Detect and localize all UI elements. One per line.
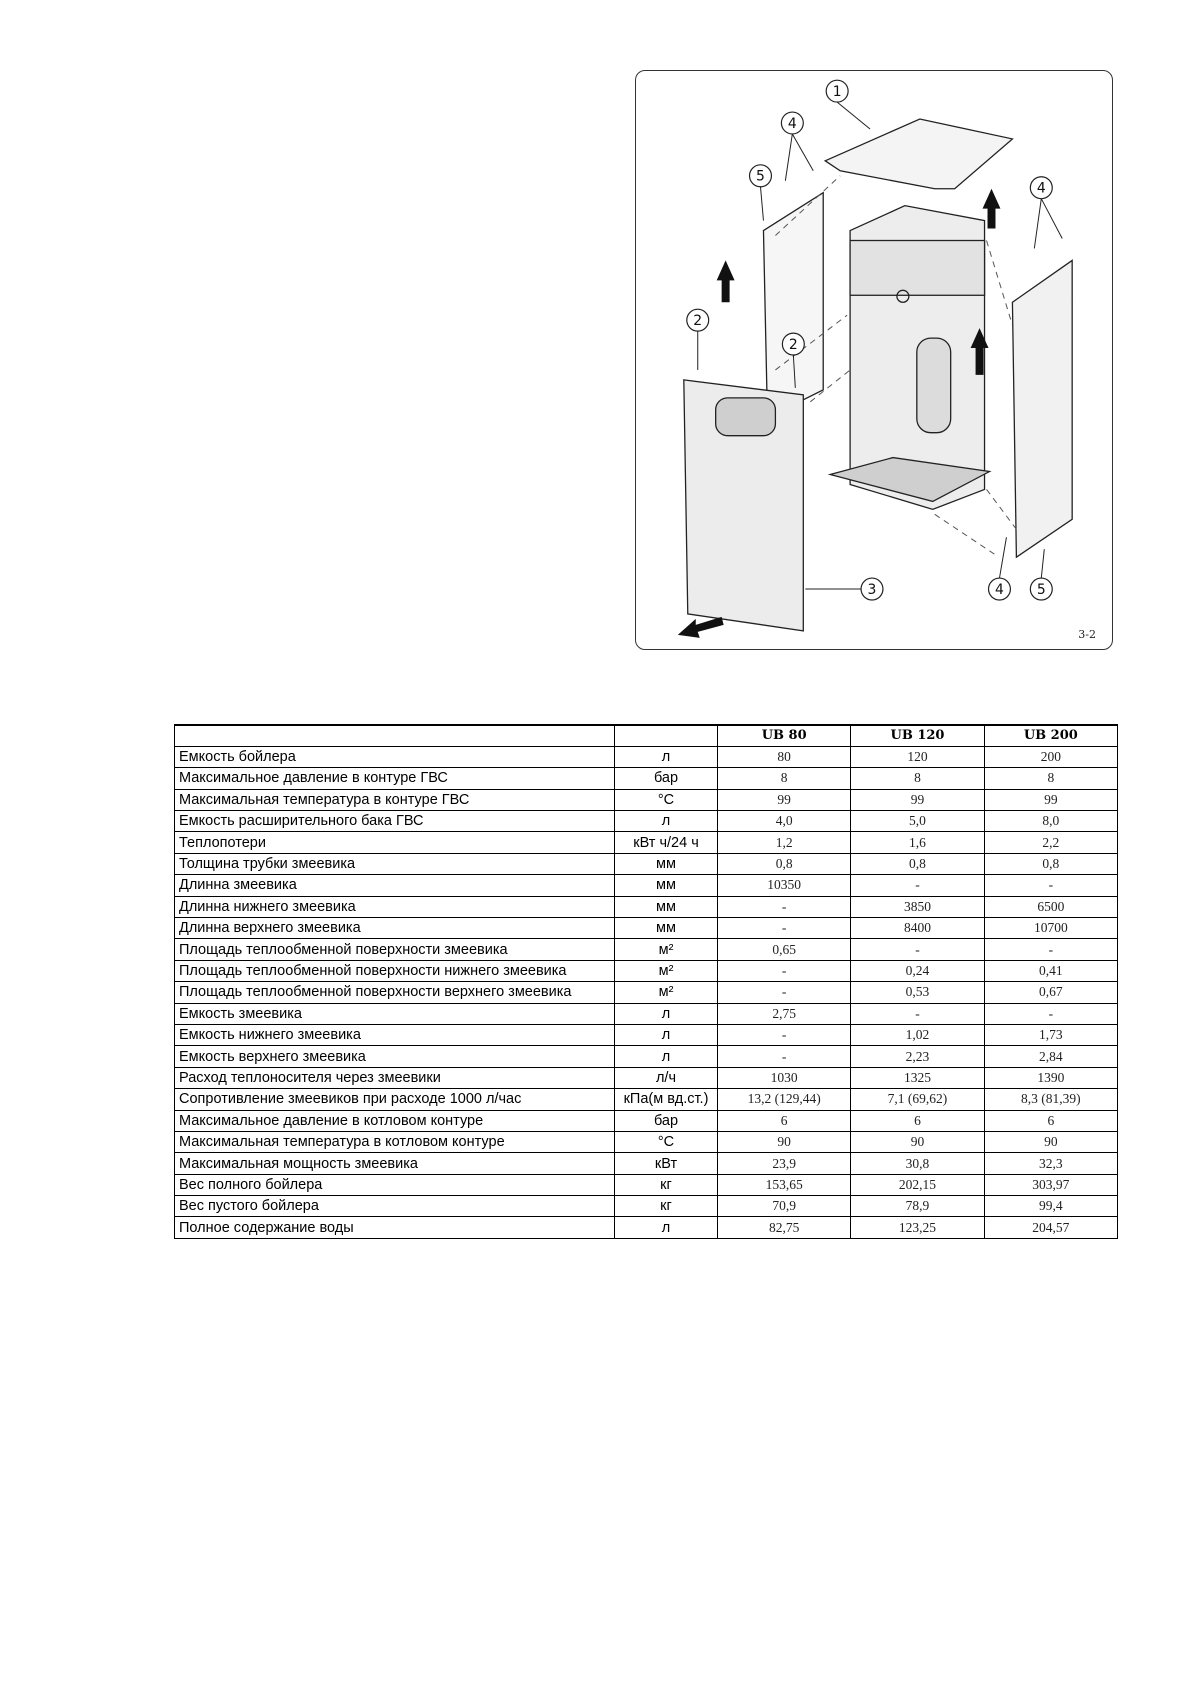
- param-cell: Максимальная температура в контуре ГВС: [175, 789, 615, 810]
- table-row: [175, 918, 1118, 939]
- unit-cell: мм: [615, 896, 718, 917]
- param-cell: Максимальная температура в котловом контуре: [175, 1131, 615, 1152]
- ub120-value-cell: 30,8: [851, 1153, 984, 1174]
- ub200-value-cell: 32,3: [984, 1153, 1117, 1174]
- control-box: [850, 241, 984, 296]
- param-cell: Емкость верхнего змеевика: [175, 1046, 615, 1067]
- ub80-value-cell: 6: [718, 1110, 851, 1131]
- table-row: [175, 1003, 1118, 1024]
- unit-cell: м²: [615, 982, 718, 1003]
- ub120-value-cell: 123,25: [851, 1217, 984, 1238]
- ub120-value-cell: -: [851, 1003, 984, 1024]
- ub80-value-cell: 13,2 (129,44): [718, 1089, 851, 1110]
- ub200-value-cell: 2,2: [984, 832, 1117, 853]
- table-row: [175, 1131, 1118, 1152]
- unit-cell: м²: [615, 939, 718, 960]
- table-row: [175, 1089, 1118, 1110]
- header-ub120: UB 120: [851, 725, 984, 746]
- unit-cell: л: [615, 746, 718, 767]
- ub120-value-cell: 3850: [851, 896, 984, 917]
- ub200-value-cell: 8: [984, 768, 1117, 789]
- ub200-value-cell: 0,8: [984, 853, 1117, 874]
- callout-5a: 5: [756, 168, 765, 185]
- param-cell: Площадь теплообменной поверхности змеевика: [175, 939, 615, 960]
- ub200-value-cell: 303,97: [984, 1174, 1117, 1195]
- unit-cell: кПа(м вд.ст.): [615, 1089, 718, 1110]
- ub80-value-cell: 1030: [718, 1067, 851, 1088]
- ub200-value-cell: 90: [984, 1131, 1117, 1152]
- unit-cell: бар: [615, 1110, 718, 1131]
- unit-cell: л: [615, 1003, 718, 1024]
- unit-cell: кг: [615, 1196, 718, 1217]
- ub200-value-cell: 6500: [984, 896, 1117, 917]
- table-row: [175, 789, 1118, 810]
- unit-cell: мм: [615, 918, 718, 939]
- header-ub80: UB 80: [718, 725, 851, 746]
- table-row: [175, 896, 1118, 917]
- ub200-value-cell: 8,0: [984, 811, 1117, 832]
- callout-4b: 4: [1036, 180, 1046, 197]
- table-row: [175, 939, 1118, 960]
- param-cell: Вес пустого бойлера: [175, 1196, 615, 1217]
- ub200-value-cell: 10700: [984, 918, 1117, 939]
- ub120-value-cell: 1325: [851, 1067, 984, 1088]
- param-cell: Толщина трубки змеевика: [175, 853, 615, 874]
- header-ub200: UB 200: [984, 725, 1117, 746]
- right-side-panel: [1012, 260, 1072, 557]
- table-row: [175, 1046, 1118, 1067]
- table-body: [175, 746, 1118, 1238]
- ub120-value-cell: 90: [851, 1131, 984, 1152]
- table-row: [175, 832, 1118, 853]
- table-row: [175, 960, 1118, 981]
- callout-2b: 2: [788, 337, 798, 354]
- ub120-value-cell: 8400: [851, 918, 984, 939]
- param-cell: Площадь теплообменной поверхности нижнего змеевика: [175, 960, 615, 981]
- ub200-value-cell: -: [984, 1003, 1117, 1024]
- ub80-value-cell: 0,8: [718, 853, 851, 874]
- callout-4c: 4: [995, 582, 1004, 599]
- ub120-value-cell: 5,0: [851, 811, 984, 832]
- unit-cell: бар: [615, 768, 718, 789]
- ub120-value-cell: 78,9: [851, 1196, 984, 1217]
- arrow-up-top: [983, 189, 1001, 229]
- ub80-value-cell: 70,9: [718, 1196, 851, 1217]
- callout-4a: 4: [787, 115, 797, 132]
- callout-2a: 2: [693, 313, 703, 330]
- table-row: [175, 1217, 1118, 1238]
- param-cell: Длинна змеевика: [175, 875, 615, 896]
- ub80-value-cell: 0,65: [718, 939, 851, 960]
- ub200-value-cell: -: [984, 875, 1117, 896]
- ub80-value-cell: 4,0: [718, 811, 851, 832]
- param-cell: Длинна верхнего змеевика: [175, 918, 615, 939]
- ub80-value-cell: -: [718, 960, 851, 981]
- param-cell: Максимальное давление в котловом контуре: [175, 1110, 615, 1131]
- unit-cell: л/ч: [615, 1067, 718, 1088]
- ub80-value-cell: -: [718, 982, 851, 1003]
- left-side-panel: [763, 193, 823, 418]
- ub120-value-cell: 0,24: [851, 960, 984, 981]
- unit-cell: м²: [615, 960, 718, 981]
- callout-1: 1: [832, 84, 842, 101]
- ub120-value-cell: -: [851, 939, 984, 960]
- figure-number: 3-2: [1078, 628, 1096, 641]
- param-cell: Емкость змеевика: [175, 1003, 615, 1024]
- ub80-value-cell: 90: [718, 1131, 851, 1152]
- unit-cell: л: [615, 811, 718, 832]
- arrow-out-front: [678, 617, 724, 638]
- ub80-value-cell: 82,75: [718, 1217, 851, 1238]
- callout-3: 3: [867, 582, 877, 599]
- ub80-value-cell: 99: [718, 789, 851, 810]
- expansion-vessel: [917, 338, 951, 433]
- ub200-value-cell: 1390: [984, 1067, 1117, 1088]
- ub120-value-cell: 2,23: [851, 1046, 984, 1067]
- ub80-value-cell: 80: [718, 746, 851, 767]
- header-param: [175, 725, 615, 746]
- unit-cell: л: [615, 1046, 718, 1067]
- ub80-value-cell: 2,75: [718, 1003, 851, 1024]
- ub200-value-cell: 200: [984, 746, 1117, 767]
- param-cell: Вес полного бойлера: [175, 1174, 615, 1195]
- ub80-value-cell: -: [718, 1046, 851, 1067]
- table-row: [175, 1024, 1118, 1045]
- unit-cell: кВт ч/24 ч: [615, 832, 718, 853]
- ub120-value-cell: 1,6: [851, 832, 984, 853]
- table-row: [175, 1174, 1118, 1195]
- unit-cell: л: [615, 1024, 718, 1045]
- param-cell: Емкость бойлера: [175, 746, 615, 767]
- top-panel: [825, 119, 1012, 189]
- boiler-exploded-drawing: [636, 71, 1112, 649]
- table-row: [175, 1153, 1118, 1174]
- ub200-value-cell: 0,67: [984, 982, 1117, 1003]
- table-row: [175, 768, 1118, 789]
- front-display: [716, 398, 776, 436]
- ub200-value-cell: 204,57: [984, 1217, 1117, 1238]
- unit-cell: л: [615, 1217, 718, 1238]
- param-cell: Теплопотери: [175, 832, 615, 853]
- unit-cell: °C: [615, 789, 718, 810]
- param-cell: Емкость нижнего змеевика: [175, 1024, 615, 1045]
- ub120-value-cell: 120: [851, 746, 984, 767]
- param-cell: Расход теплоносителя через змеевики: [175, 1067, 615, 1088]
- ub200-value-cell: -: [984, 939, 1117, 960]
- ub200-value-cell: 0,41: [984, 960, 1117, 981]
- param-cell: Длинна нижнего змеевика: [175, 896, 615, 917]
- ub200-value-cell: 8,3 (81,39): [984, 1089, 1117, 1110]
- ub80-value-cell: 153,65: [718, 1174, 851, 1195]
- ub80-value-cell: 10350: [718, 875, 851, 896]
- ub80-value-cell: 1,2: [718, 832, 851, 853]
- ub200-value-cell: 2,84: [984, 1046, 1117, 1067]
- ub80-value-cell: 23,9: [718, 1153, 851, 1174]
- unit-cell: мм: [615, 853, 718, 874]
- ub80-value-cell: -: [718, 1024, 851, 1045]
- unit-cell: кг: [615, 1174, 718, 1195]
- specifications-table: [174, 724, 1118, 1239]
- ub80-value-cell: 8: [718, 768, 851, 789]
- arrow-up-left: [717, 260, 735, 302]
- ub120-value-cell: 99: [851, 789, 984, 810]
- table-row: [175, 1067, 1118, 1088]
- callout-5b: 5: [1036, 582, 1046, 599]
- table-row: [175, 1110, 1118, 1131]
- table-row: [175, 1196, 1118, 1217]
- ub120-value-cell: 6: [851, 1110, 984, 1131]
- ub200-value-cell: 99: [984, 789, 1117, 810]
- ub200-value-cell: 1,73: [984, 1024, 1117, 1045]
- ub200-value-cell: 99,4: [984, 1196, 1117, 1217]
- unit-cell: кВт: [615, 1153, 718, 1174]
- unit-cell: мм: [615, 875, 718, 896]
- ub120-value-cell: 8: [851, 768, 984, 789]
- ub200-value-cell: 6: [984, 1110, 1117, 1131]
- ub120-value-cell: -: [851, 875, 984, 896]
- ub80-value-cell: -: [718, 896, 851, 917]
- param-cell: Максимальное давление в контуре ГВС: [175, 768, 615, 789]
- param-cell: Сопротивление змеевиков при расходе 1000 л/час: [175, 1089, 615, 1110]
- table-row: [175, 875, 1118, 896]
- table-header-row: [175, 725, 1118, 746]
- param-cell: Максимальная мощность змеевика: [175, 1153, 615, 1174]
- ub120-value-cell: 202,15: [851, 1174, 984, 1195]
- table-row: [175, 811, 1118, 832]
- ub80-value-cell: -: [718, 918, 851, 939]
- ub120-value-cell: 7,1 (69,62): [851, 1089, 984, 1110]
- param-cell: Площадь теплообменной поверхности верхнего змеевика: [175, 982, 615, 1003]
- ub120-value-cell: 0,53: [851, 982, 984, 1003]
- param-cell: Емкость расширительного бака ГВС: [175, 811, 615, 832]
- ub120-value-cell: 0,8: [851, 853, 984, 874]
- table-row: [175, 746, 1118, 767]
- unit-cell: °C: [615, 1131, 718, 1152]
- table-row: [175, 853, 1118, 874]
- table-row: [175, 982, 1118, 1003]
- param-cell: Полное содержание воды: [175, 1217, 615, 1238]
- ub120-value-cell: 1,02: [851, 1024, 984, 1045]
- header-unit: [615, 725, 718, 746]
- exploded-view-figure: [635, 70, 1113, 650]
